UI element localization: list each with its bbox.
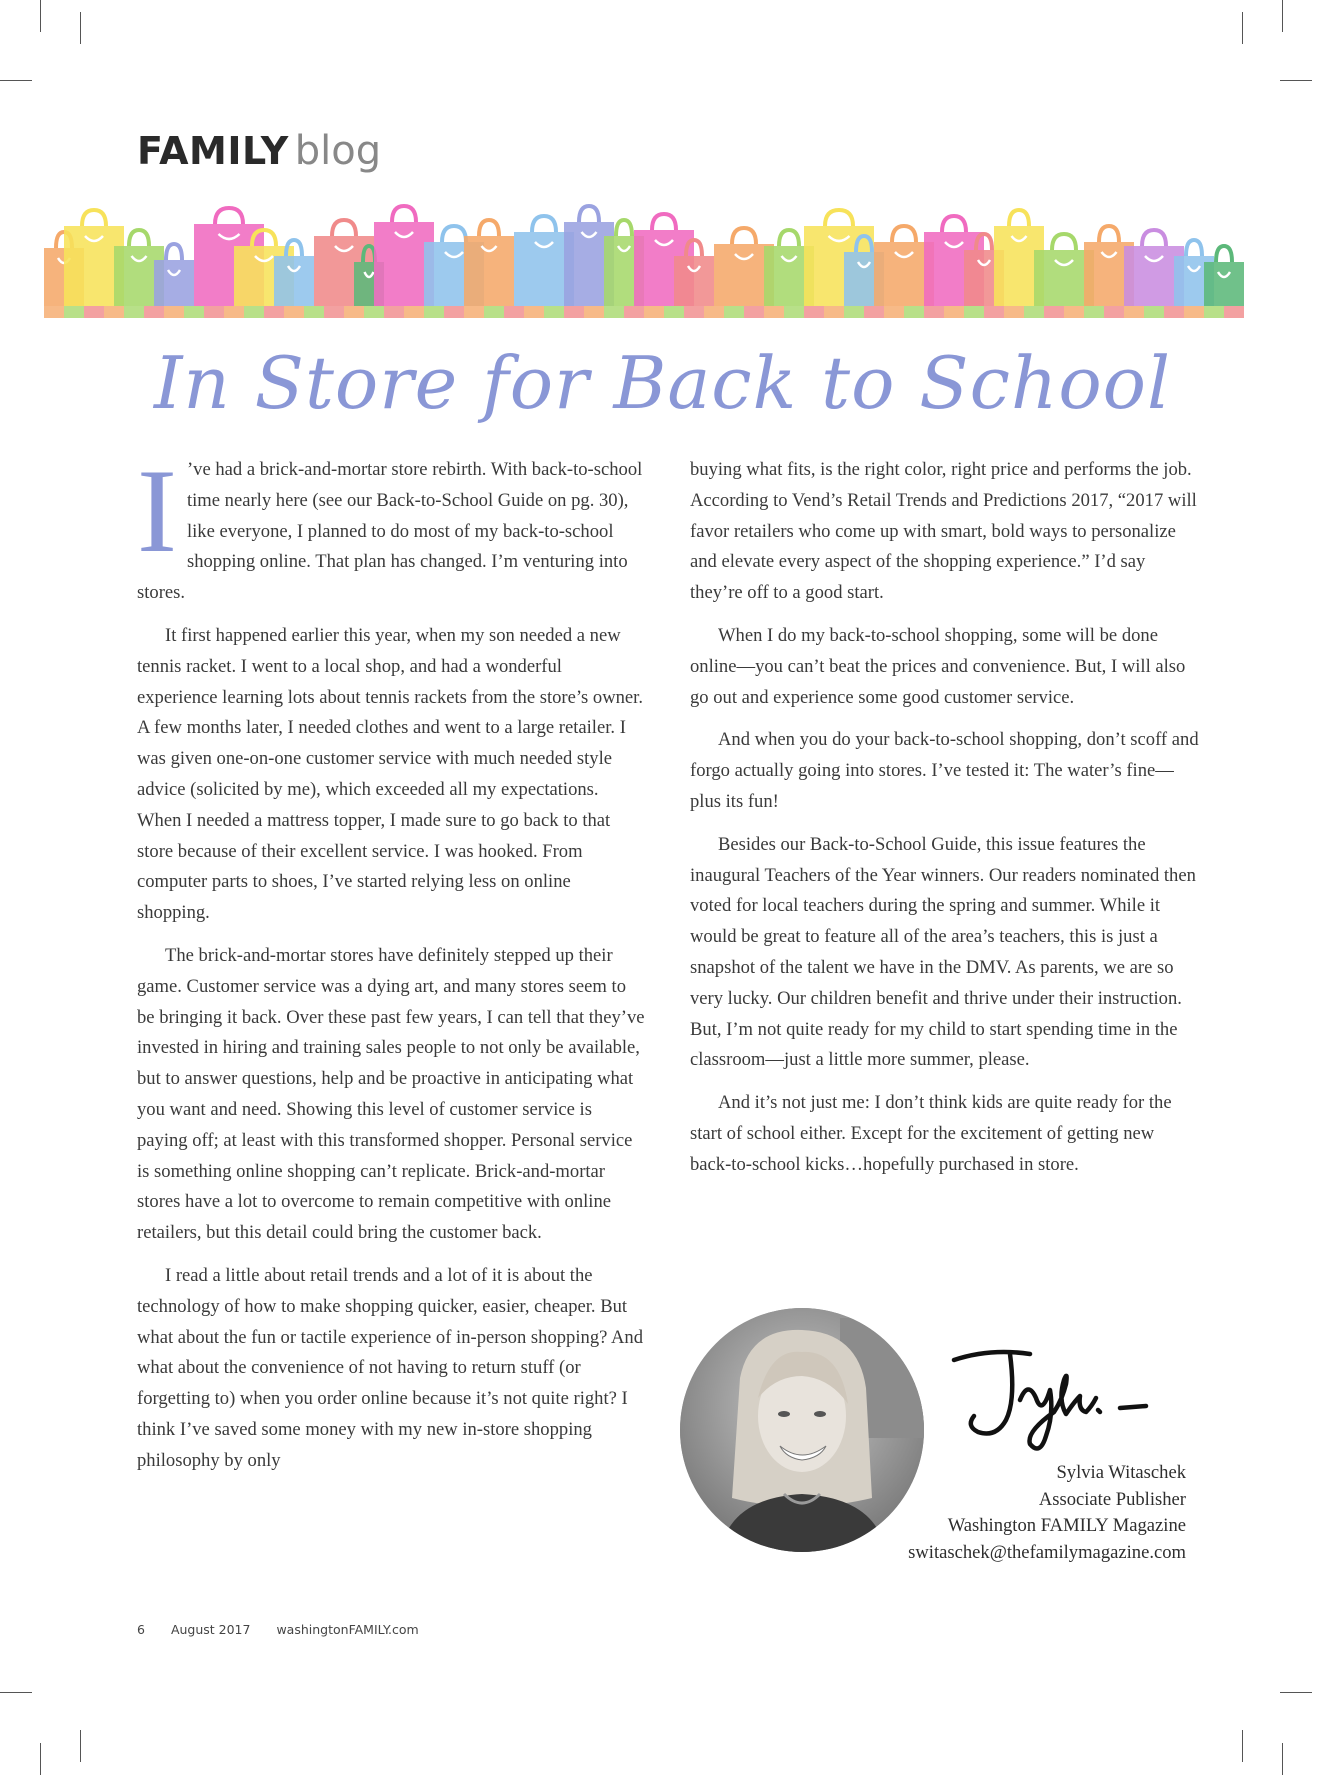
author-name: Sylvia Witaschek <box>1056 1462 1186 1483</box>
crop-mark <box>1282 1743 1283 1775</box>
ground-stripe <box>504 306 524 318</box>
ground-stripe <box>884 306 904 318</box>
crop-mark <box>1280 1692 1312 1693</box>
ground-stripe <box>224 306 244 318</box>
ground-stripe <box>804 306 824 318</box>
ground-stripe <box>244 306 264 318</box>
ground-stripe <box>844 306 864 318</box>
article-column-right <box>690 455 1200 1193</box>
article-paragraph: And it’s not just me: I don’t think kids are quite ready for the start of school either. Except for the excitement of getting new back-to-school kicks…hopefully purchased in store. <box>690 1092 1172 1175</box>
ground-stripe <box>444 306 464 318</box>
ground-stripe <box>624 306 644 318</box>
ground-stripe <box>1124 306 1144 318</box>
ground-stripe <box>684 306 704 318</box>
shopping-bags-banner <box>44 200 1244 318</box>
ground-stripe <box>604 306 624 318</box>
crop-mark <box>40 1743 41 1775</box>
crop-mark <box>80 12 81 44</box>
ground-stripe <box>164 306 184 318</box>
ground-stripe <box>664 306 684 318</box>
ground-stripe <box>324 306 344 318</box>
ground-stripe <box>84 306 104 318</box>
article-paragraph: buying what fits, is the right color, right price and performs the job. According to Vend’s Retail Trends and Predictions 2017, “2017 will favor retailers who come up with smart, bold ways to personalize and elevate every aspect of the shopping experience.” I’d say they’re off to a good start. <box>690 459 1197 604</box>
ground-stripe <box>364 306 384 318</box>
ground-stripe <box>204 306 224 318</box>
crop-mark <box>1242 12 1243 44</box>
ground-stripe <box>784 306 804 318</box>
ground-stripe <box>1164 306 1184 318</box>
author-email: switaschek@thefamilymagazine.com <box>908 1541 1186 1563</box>
ground-stripe <box>764 306 784 318</box>
ground-stripe <box>524 306 544 318</box>
ground-stripe <box>704 306 724 318</box>
ground-stripe <box>964 306 984 318</box>
article-paragraph: Besides our Back-to-School Guide, this issue features the inaugural Teachers of the Year winners. Our readers nominated then voted for local teachers during the spring and summer. While it would be great to feature all of the area’s teachers, this is just a snapshot of the talent we have in the DMV. As parents, we are so very lucky. Our children benefit and thrive under their instruction. But, I’m not quite ready for my child to start spending time in the classroom—just a little more summer, please. <box>690 833 1196 1071</box>
page-number: 6 <box>137 1622 145 1637</box>
ground-stripe <box>104 306 124 318</box>
signature-icon <box>950 1340 1180 1460</box>
section-header-light: blog <box>294 128 382 174</box>
author-photo <box>680 1308 924 1552</box>
article-paragraph <box>137 444 647 609</box>
ground-stripe <box>144 306 164 318</box>
article-paragraph: And when you do your back-to-school shopping, don’t scoff and forgo actually going into stores. I’ve tested it: The water’s fine—plus its fun! <box>690 729 1199 812</box>
ground-stripe <box>924 306 944 318</box>
ground-stripe <box>1024 306 1044 318</box>
article-paragraph: It first happened earlier this year, when my son needed a new tennis racket. I went to a local shop, and had a wonderful experience learning lots about tennis rackets from the store’s owner. A few months later, I needed clothes and went to a large retailer. I was given one-on-one customer service with much needed style advice (solicited by me), which exceeded all my expectations. When I needed a mattress topper, I made sure to go back to that store because of their excellent service. I was hooked. From computer parts to shoes, I’ve started relying less on online shopping. <box>137 624 643 924</box>
ground-stripe <box>864 306 884 318</box>
author-role: Associate Publisher <box>1038 1488 1186 1510</box>
ground-stripe <box>1064 306 1084 318</box>
ground-stripe <box>1184 306 1204 318</box>
ground-stripe <box>984 306 1004 318</box>
article-paragraph: When I do my back-to-school shopping, some will be done online—you can’t beat the prices and convenience. But, I will also go out and experience some good customer service. <box>690 624 1186 708</box>
article-column-left <box>137 444 647 1489</box>
ground-stripe <box>904 306 924 318</box>
article-paragraph: I read a little about retail trends and a lot of it is about the technology of how to make shopping quicker, easier, cheaper. But what about the fun or tactile experience of in-person shopping? And what about the convenience of not having to return stuff (or forgetting to) when you order online because it’s not quite right? I think I’ve saved some money with my new in-store shopping philosophy by only <box>137 1264 644 1471</box>
ground-stripe <box>184 306 204 318</box>
ground-stripe <box>304 306 324 318</box>
ground-stripe <box>1004 306 1024 318</box>
crop-mark <box>40 0 41 32</box>
author-publication: Washington FAMILY Magazine <box>947 1515 1186 1537</box>
paragraph-text: ’ve had a brick-and-mortar store rebirth. With back-to-school time nearly here (see our Back-to-School Guide on pg. 30), like everyone, I planned to do most of my back-to-school shopping online. That plan has changed. I’m venturing into stores. <box>137 459 643 604</box>
ground-stripe <box>544 306 564 318</box>
ground-stripe <box>424 306 444 318</box>
ground-stripe <box>1084 306 1104 318</box>
issue-date: August 2017 <box>170 1622 251 1637</box>
author-info <box>908 1460 1186 1566</box>
ground-stripe <box>1044 306 1064 318</box>
crop-mark <box>1282 0 1283 32</box>
ground-stripe <box>1104 306 1124 318</box>
page-footer <box>137 1622 441 1637</box>
crop-mark <box>0 80 32 81</box>
ground-stripe <box>464 306 484 318</box>
article-title: In Store for Back to School <box>153 341 1172 425</box>
ground-stripe <box>64 306 84 318</box>
ground-stripe <box>944 306 964 318</box>
ground-stripe <box>644 306 664 318</box>
ground-stripe <box>344 306 364 318</box>
ground-stripe <box>1144 306 1164 318</box>
shopping-bag-icon <box>464 220 514 306</box>
crop-mark <box>80 1730 81 1762</box>
ground-stripe <box>124 306 144 318</box>
ground-stripe <box>564 306 584 318</box>
ground-stripe <box>1224 306 1244 318</box>
dropcap: I <box>137 444 177 577</box>
ground-stripe <box>1204 306 1224 318</box>
crop-mark <box>1242 1730 1243 1762</box>
ground-stripe <box>744 306 764 318</box>
section-header <box>137 126 381 176</box>
ground-stripe <box>284 306 304 318</box>
ground-stripe <box>264 306 284 318</box>
ground-stripe <box>384 306 404 318</box>
ground-stripe <box>484 306 504 318</box>
ground-stripe <box>404 306 424 318</box>
ground-stripe <box>824 306 844 318</box>
section-header-strong: FAMILY <box>137 129 289 173</box>
crop-mark <box>0 1692 32 1693</box>
ground-stripe <box>724 306 744 318</box>
portrait-icon <box>680 1308 924 1552</box>
ground-stripe <box>584 306 604 318</box>
ground-stripe <box>44 306 64 318</box>
website-link: washingtonFAMILY.com <box>276 1622 419 1637</box>
shopping-bag-icon <box>1204 246 1244 306</box>
crop-mark <box>1280 80 1312 81</box>
article-paragraph: The brick-and-mortar stores have definitely stepped up their game. Customer service was a dying art, and many stores seem to be bringing it back. Over these past few years, I can tell that they’ve invested in hiring and training sales people to not only be available, but to answer questions, help and be proactive in anticipating what you want and need. Showing this level of customer service is paying off; at least with this transformed shopper. Personal service is something online shopping can’t replicate. Brick-and-mortar stores have a lot to overcome to remain competitive with online retailers, but this detail could bring the customer back. <box>137 944 645 1244</box>
